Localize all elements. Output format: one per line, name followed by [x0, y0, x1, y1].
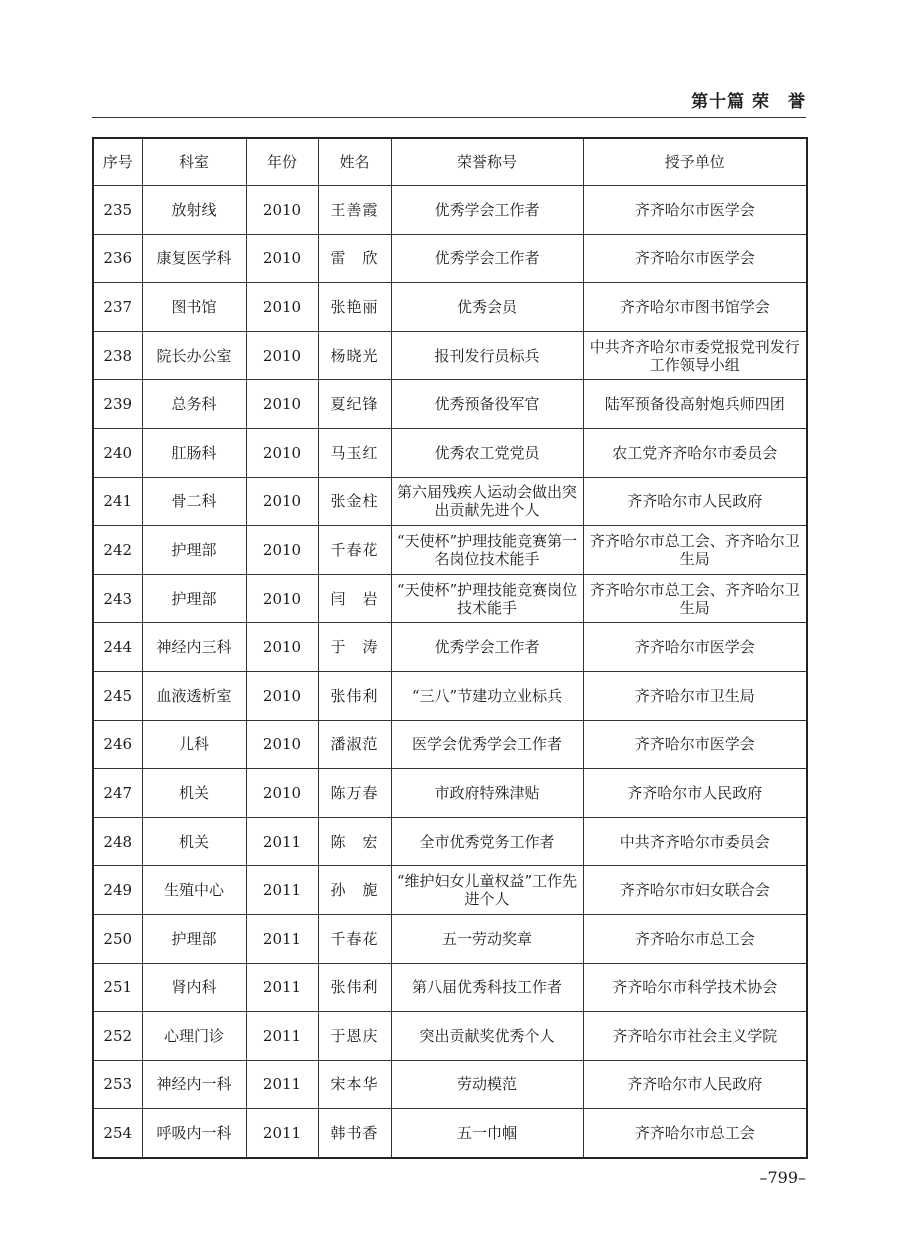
cell-department: 生殖中心: [142, 866, 246, 915]
table-row: [93, 526, 807, 575]
cell-index: 239: [93, 380, 142, 429]
cell-honor-title: 优秀会员: [391, 283, 583, 332]
cell-year: 2010: [246, 526, 318, 575]
table-row: [93, 769, 807, 818]
cell-honor-title: 劳动模范: [391, 1060, 583, 1109]
table-row: [93, 914, 807, 963]
cell-year: 2011: [246, 963, 318, 1012]
cell-index: 235: [93, 186, 142, 235]
table-row: [93, 234, 807, 283]
cell-honor-title: 医学会优秀学会工作者: [391, 720, 583, 769]
cell-name: 张伟利: [318, 671, 391, 720]
page-number: –799–: [759, 1168, 806, 1187]
cell-year: 2011: [246, 1060, 318, 1109]
cell-name: 千春花: [318, 914, 391, 963]
cell-awarding-body: 陆军预备役高射炮兵师四团: [583, 380, 807, 429]
cell-honor-title: “天使杯”护理技能竞赛岗位技术能手: [391, 574, 583, 623]
table-row: [93, 1109, 807, 1158]
header-rule: [92, 117, 806, 118]
table-body: [93, 186, 807, 1158]
cell-awarding-body: 齐齐哈尔市社会主义学院: [583, 1012, 807, 1061]
cell-honor-title: 优秀学会工作者: [391, 623, 583, 672]
cell-honor-title: 五一巾帼: [391, 1109, 583, 1158]
cell-department: 机关: [142, 769, 246, 818]
cell-honor-title: “三八”节建功立业标兵: [391, 671, 583, 720]
cell-index: 237: [93, 283, 142, 332]
cell-honor-title: 优秀学会工作者: [391, 234, 583, 283]
cell-department: 护理部: [142, 526, 246, 575]
cell-year: 2011: [246, 1012, 318, 1061]
table-row: [93, 283, 807, 332]
cell-index: 244: [93, 623, 142, 672]
cell-awarding-body: 齐齐哈尔市妇女联合会: [583, 866, 807, 915]
table-row: [93, 380, 807, 429]
cell-name: 韩书香: [318, 1109, 391, 1158]
cell-awarding-body: 齐齐哈尔市医学会: [583, 720, 807, 769]
cell-honor-title: 突出贡献奖优秀个人: [391, 1012, 583, 1061]
cell-year: 2011: [246, 914, 318, 963]
cell-year: 2011: [246, 866, 318, 915]
cell-index: 241: [93, 477, 142, 526]
cell-awarding-body: 农工党齐齐哈尔市委员会: [583, 428, 807, 477]
table-row: [93, 331, 807, 380]
cell-department: 心理门诊: [142, 1012, 246, 1061]
cell-honor-title: 优秀学会工作者: [391, 186, 583, 235]
cell-department: 神经内三科: [142, 623, 246, 672]
cell-index: 243: [93, 574, 142, 623]
cell-awarding-body: 齐齐哈尔市总工会: [583, 1109, 807, 1158]
cell-year: 2010: [246, 234, 318, 283]
cell-name: 闫 岩: [318, 574, 391, 623]
cell-index: 247: [93, 769, 142, 818]
cell-department: 血液透析室: [142, 671, 246, 720]
cell-index: 249: [93, 866, 142, 915]
table-row: [93, 477, 807, 526]
cell-index: 238: [93, 331, 142, 380]
cell-awarding-body: 齐齐哈尔市医学会: [583, 623, 807, 672]
table-row: [93, 720, 807, 769]
cell-department: 总务科: [142, 380, 246, 429]
cell-name: 千春花: [318, 526, 391, 575]
cell-department: 放射线: [142, 186, 246, 235]
cell-year: 2010: [246, 623, 318, 672]
cell-name: 宋本华: [318, 1060, 391, 1109]
cell-name: 张金柱: [318, 477, 391, 526]
cell-index: 248: [93, 817, 142, 866]
cell-name: 王善霞: [318, 186, 391, 235]
table-row: [93, 186, 807, 235]
table-row: [93, 671, 807, 720]
cell-year: 2010: [246, 769, 318, 818]
cell-awarding-body: 齐齐哈尔市人民政府: [583, 477, 807, 526]
cell-name: 夏纪锋: [318, 380, 391, 429]
column-header-awarding-body: 授予单位: [583, 138, 807, 186]
cell-year: 2010: [246, 428, 318, 477]
cell-department: 护理部: [142, 914, 246, 963]
cell-name: 于 涛: [318, 623, 391, 672]
cell-name: 张伟利: [318, 963, 391, 1012]
cell-year: 2010: [246, 380, 318, 429]
cell-index: 250: [93, 914, 142, 963]
honors-table: [92, 137, 808, 1159]
cell-name: 张艳丽: [318, 283, 391, 332]
cell-awarding-body: 中共齐齐哈尔市委员会: [583, 817, 807, 866]
cell-honor-title: 五一劳动奖章: [391, 914, 583, 963]
cell-year: 2011: [246, 1109, 318, 1158]
cell-honor-title: 市政府特殊津贴: [391, 769, 583, 818]
cell-year: 2010: [246, 671, 318, 720]
cell-department: 康复医学科: [142, 234, 246, 283]
table-header-row: [93, 138, 807, 186]
cell-department: 儿科: [142, 720, 246, 769]
cell-awarding-body: 齐齐哈尔市医学会: [583, 234, 807, 283]
cell-honor-title: 第八届优秀科技工作者: [391, 963, 583, 1012]
cell-index: 246: [93, 720, 142, 769]
cell-index: 254: [93, 1109, 142, 1158]
cell-awarding-body: 齐齐哈尔市总工会、齐齐哈尔卫生局: [583, 574, 807, 623]
table-row: [93, 866, 807, 915]
cell-honor-title: 优秀预备役军官: [391, 380, 583, 429]
cell-department: 图书馆: [142, 283, 246, 332]
column-header-honor-title: 荣誉称号: [391, 138, 583, 186]
cell-year: 2010: [246, 283, 318, 332]
column-header-department: 科室: [142, 138, 246, 186]
cell-awarding-body: 齐齐哈尔市医学会: [583, 186, 807, 235]
cell-name: 杨晓光: [318, 331, 391, 380]
cell-name: 马玉红: [318, 428, 391, 477]
table-row: [93, 1060, 807, 1109]
cell-index: 252: [93, 1012, 142, 1061]
column-header-year: 年份: [246, 138, 318, 186]
table-row: [93, 963, 807, 1012]
cell-honor-title: 报刊发行员标兵: [391, 331, 583, 380]
cell-name: 孙 旎: [318, 866, 391, 915]
cell-name: 陈 宏: [318, 817, 391, 866]
cell-department: 院长办公室: [142, 331, 246, 380]
cell-honor-title: 第六届残疾人运动会做出突出贡献先进个人: [391, 477, 583, 526]
cell-name: 雷 欣: [318, 234, 391, 283]
table-row: [93, 817, 807, 866]
table-row: [93, 428, 807, 477]
table-row: [93, 623, 807, 672]
cell-awarding-body: 齐齐哈尔市总工会、齐齐哈尔卫生局: [583, 526, 807, 575]
cell-department: 护理部: [142, 574, 246, 623]
cell-awarding-body: 中共齐齐哈尔市委党报党刊发行工作领导小组: [583, 331, 807, 380]
cell-index: 236: [93, 234, 142, 283]
cell-honor-title: “维护妇女儿童权益”工作先进个人: [391, 866, 583, 915]
cell-year: 2010: [246, 574, 318, 623]
cell-awarding-body: 齐齐哈尔市图书馆学会: [583, 283, 807, 332]
cell-awarding-body: 齐齐哈尔市人民政府: [583, 769, 807, 818]
running-header: 第十篇 荣 誉: [691, 92, 806, 112]
cell-department: 骨二科: [142, 477, 246, 526]
cell-name: 陈万春: [318, 769, 391, 818]
cell-year: 2010: [246, 720, 318, 769]
cell-year: 2011: [246, 817, 318, 866]
cell-name: 潘淑范: [318, 720, 391, 769]
cell-awarding-body: 齐齐哈尔市总工会: [583, 914, 807, 963]
cell-awarding-body: 齐齐哈尔市人民政府: [583, 1060, 807, 1109]
column-header-name: 姓名: [318, 138, 391, 186]
table-row: [93, 1012, 807, 1061]
cell-index: 245: [93, 671, 142, 720]
cell-index: 242: [93, 526, 142, 575]
cell-index: 253: [93, 1060, 142, 1109]
cell-year: 2010: [246, 477, 318, 526]
cell-year: 2010: [246, 186, 318, 235]
cell-index: 240: [93, 428, 142, 477]
cell-department: 呼吸内一科: [142, 1109, 246, 1158]
column-header-index: 序号: [93, 138, 142, 186]
cell-name: 于恩庆: [318, 1012, 391, 1061]
cell-honor-title: 优秀农工党党员: [391, 428, 583, 477]
cell-department: 肛肠科: [142, 428, 246, 477]
cell-index: 251: [93, 963, 142, 1012]
cell-department: 神经内一科: [142, 1060, 246, 1109]
cell-honor-title: 全市优秀党务工作者: [391, 817, 583, 866]
cell-department: 机关: [142, 817, 246, 866]
cell-year: 2010: [246, 331, 318, 380]
cell-awarding-body: 齐齐哈尔市科学技术协会: [583, 963, 807, 1012]
cell-department: 肾内科: [142, 963, 246, 1012]
cell-honor-title: “天使杯”护理技能竞赛第一名岗位技术能手: [391, 526, 583, 575]
cell-awarding-body: 齐齐哈尔市卫生局: [583, 671, 807, 720]
table-row: [93, 574, 807, 623]
